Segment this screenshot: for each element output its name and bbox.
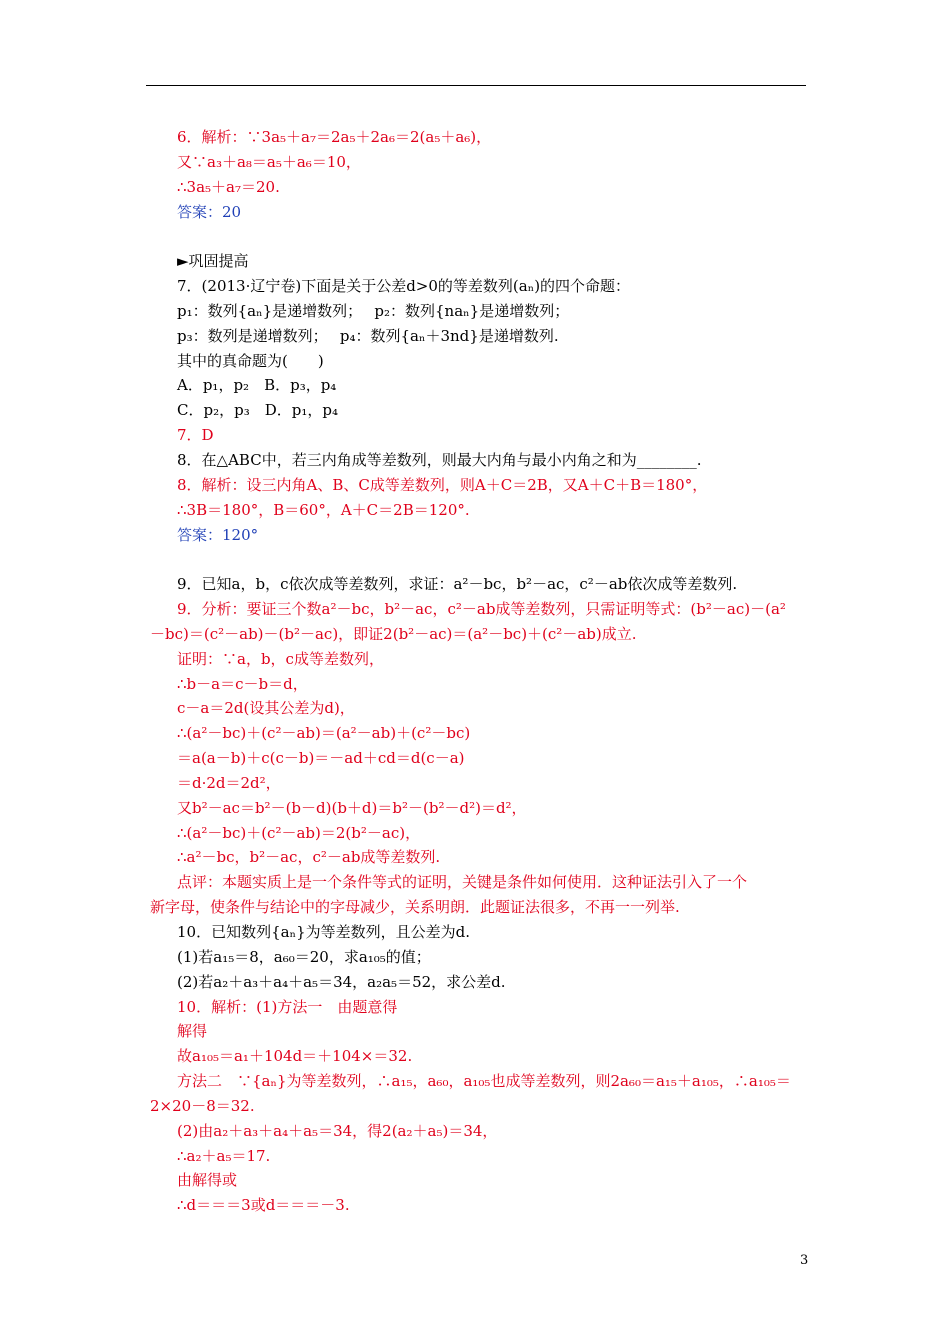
page-number: 3 [800, 1253, 809, 1268]
text-line: 方法二 ∵{aₙ}为等差数列，∴a₁₅，a₆₀，a₁₀₅也成等差数列，则2a₆₀＝a₁₅＋a₁₀₅，∴a₁₀₅＝ [177, 1072, 791, 1091]
text-line: 7．D [177, 426, 214, 445]
text-line: 6．解析：∵3a₅＋a₇＝2a₅＋2a₆＝2(a₅＋a₆)， [177, 128, 492, 146]
text-line: c－a＝2d(设其公差为d)， [177, 699, 355, 718]
text-line: (2)由a₂＋a₃＋a₄＋a₅＝34，得2(a₂＋a₅)＝34， [177, 1121, 498, 1140]
text-line: (2)若a₂＋a₃＋a₄＋a₅＝34，a₂a₅＝52，求公差d. [177, 972, 506, 991]
text-line: －bc)＝(c²－ab)－(b²－ac)，即证2(b²－ac)＝(a²－bc)＋(c²－ab)成立. [150, 624, 637, 643]
text-line: 9．分析：要证三个数a²－bc，b²－ac，c²－ab成等差数列，只需证明等式：(b²－ac)－(a² [177, 600, 786, 619]
text-line: 解得 [177, 1022, 208, 1041]
text-line: C．p₂，p₃ D．p₁，p₄ [177, 401, 338, 420]
text-line: ∴3B＝180°，B＝60°，A＋C＝2B＝120°. [177, 500, 470, 519]
text-line: 答案：20 [177, 202, 242, 221]
text-line: 其中的真命题为( ) [177, 351, 324, 370]
text-line: 故a₁₀₅＝a₁＋104d＝＋104×＝32. [177, 1047, 413, 1066]
text-line: ∴a²－bc，b²－ac，c²－ab成等差数列. [177, 848, 441, 867]
text-line: ∴d＝＝＝3或d＝＝＝－3. [177, 1196, 350, 1215]
text-line: 10．解析：(1)方法一 由题意得 [177, 997, 398, 1016]
text-line: 9．已知a，b，c依次成等差数列，求证：a²－bc，b²－ac，c²－ab依次成等差数列. [177, 575, 738, 594]
text-line: 2×20－8＝32. [150, 1096, 255, 1115]
text-line: 又b²－ac＝b²－(b－d)(b＋d)＝b²－(b²－d²)＝d²， [177, 798, 527, 817]
text-line: 点评：本题实质上是一个条件等式的证明，关键是条件如何使用．这种证法引入了一个 [177, 873, 748, 892]
text-line: 新字母，使条件与结论中的字母减少，关系明朗．此题证法很多，不再一一列举. [150, 898, 680, 917]
text-line: ∴3a₅＋a₇＝20. [177, 177, 280, 196]
text-line: 8．在△ABC中，若三内角成等差数列，则最大内角与最小内角之和为________. [177, 450, 702, 469]
text-line: p₁：数列{aₙ}是递增数列； p₂：数列{naₙ}是递增数列； [177, 301, 570, 320]
text-line: 8．解析：设三内角A、B、C成等差数列，则A＋C＝2B，又A＋C＋B＝180°， [177, 475, 708, 494]
text-line: ∴b－a＝c－b＝d， [177, 674, 308, 693]
document-body [150, 125, 810, 1218]
text-line: p₃：数列是递增数列； p₄：数列{aₙ＋3nd}是递增数列. [177, 326, 559, 345]
text-line: ＝d·2d＝2d²， [177, 773, 281, 792]
text-line: ∴(a²－bc)＋(c²－ab)＝2(b²－ac)， [177, 823, 421, 842]
header-rule [146, 85, 806, 86]
text-line: A．p₁，p₂ B．p₃，p₄ [177, 376, 337, 395]
text-line: 证明：∵a，b，c成等差数列， [177, 649, 384, 668]
text-line: 由解得或 [177, 1171, 238, 1190]
text-line: 又∵a₃＋a₈＝a₅＋a₆＝10， [177, 152, 361, 171]
text-line: ∴a₂＋a₅＝17. [177, 1146, 271, 1165]
text-line: ∴(a²－bc)＋(c²－ab)＝(a²－ab)＋(c²－bc) [177, 724, 471, 743]
text-line: ►巩固提高 [177, 252, 249, 271]
text-line: ＝a(a－b)＋c(c－b)＝－ad＋cd＝d(c－a) [177, 749, 465, 768]
text-line: 答案：120° [177, 525, 259, 544]
text-line: 10．已知数列{aₙ}为等差数列，且公差为d. [177, 923, 470, 941]
text-line: (1)若a₁₅＝8，a₆₀＝20，求a₁₀₅的值； [177, 947, 431, 966]
text-line: 7．(2013·辽宁卷)下面是关于公差d>0的等差数列(aₙ)的四个命题： [177, 277, 631, 296]
